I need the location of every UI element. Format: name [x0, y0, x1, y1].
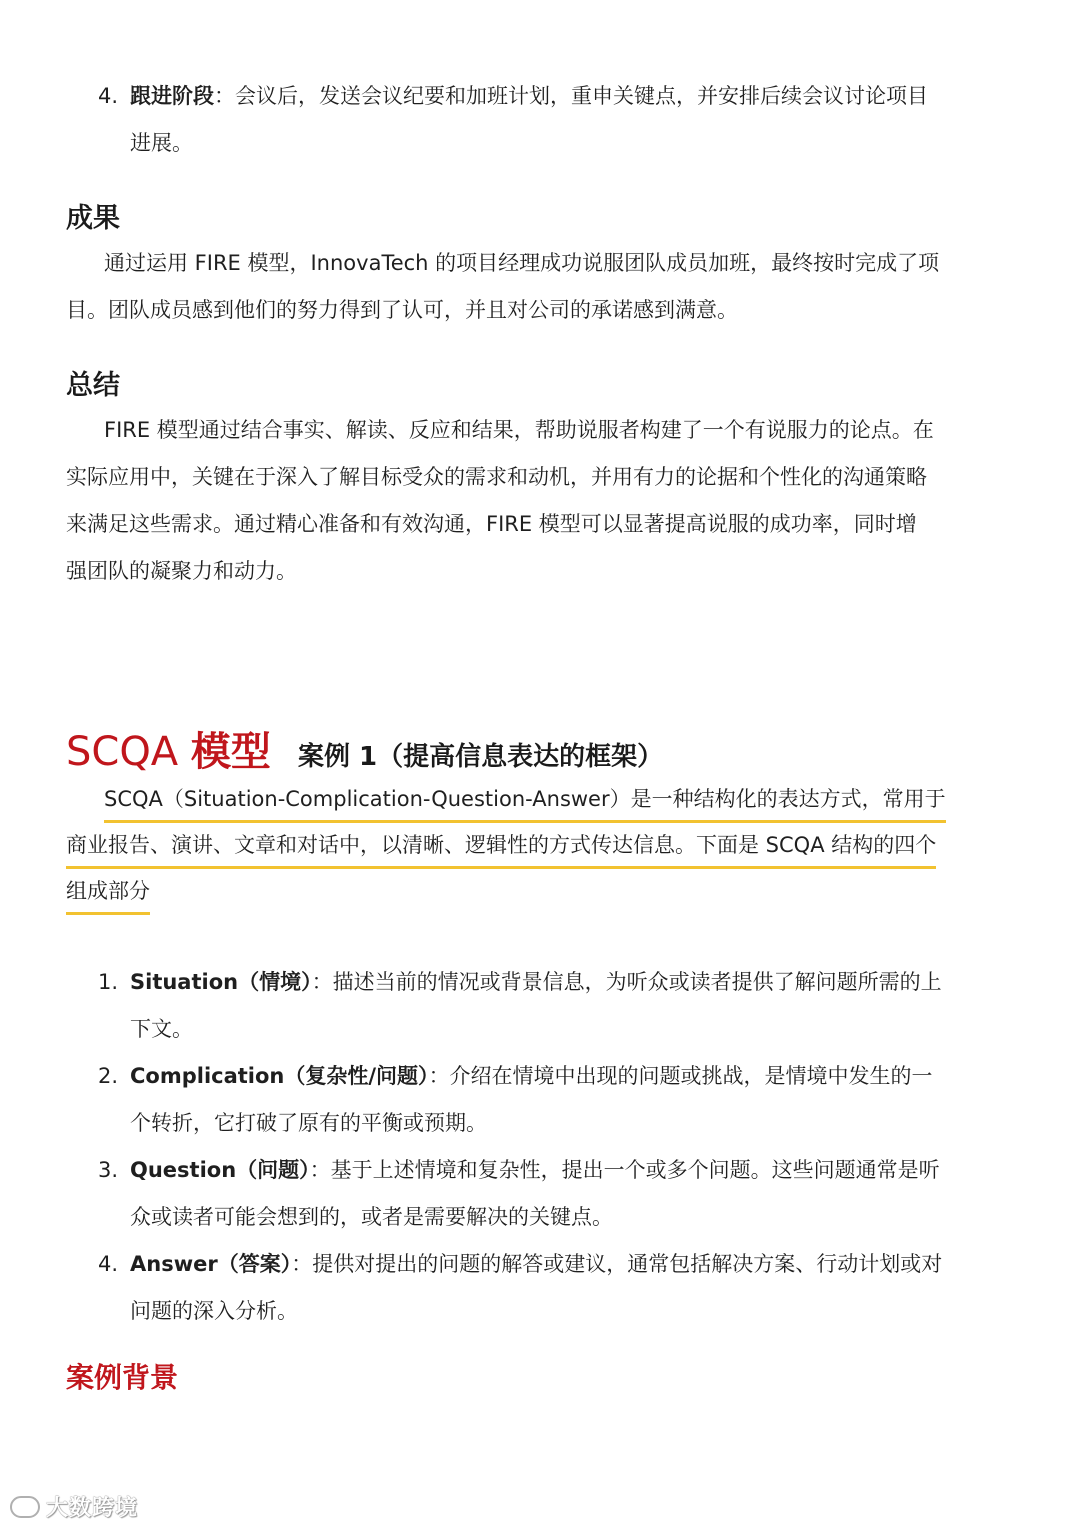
list-item-continuation: 下文。 — [130, 1017, 193, 1041]
scqa-title-cn: 模型 — [190, 729, 271, 775]
scqa-title-row — [66, 720, 663, 777]
list-number: 4. — [98, 84, 119, 108]
list-number: 1. — [98, 970, 119, 994]
scqa-subtitle: 案例 1（提高信息表达的框架） — [297, 742, 664, 772]
scqa-intro-line-1: SCQA（Situation-Complication-Question-Answer）是一种结构化的表达方式，常用于 — [104, 784, 946, 823]
list-item-key: Complication（复杂性/问题） — [130, 1064, 429, 1088]
list-item-key: Question（问题） — [130, 1158, 310, 1182]
list-item — [66, 959, 1016, 1053]
summary-line-2: 实际应用中，关键在于深入了解目标受众的需求和动机，并用有力的论据和个性化的沟通策略 — [66, 465, 927, 489]
watermark-text: 大数跨境 — [46, 1496, 139, 1521]
scqa-intro-line-2: 商业报告、演讲、文章和对话中，以清晰、逻辑性的方式传达信息。下面是 SCQA 结构的四个 — [66, 830, 936, 869]
scqa-intro-line-3: 组成部分 — [66, 876, 150, 915]
results-line-1: 通过运用 FIRE 模型，InnovaTech 的项目经理成功说服团队成员加班，最终按时完成了项 — [104, 251, 940, 275]
list-item — [66, 73, 1016, 167]
list-item-continuation: 众或读者可能会想到的，或者是需要解决的关键点。 — [130, 1205, 613, 1229]
list-item-continuation: 进展。 — [130, 131, 193, 155]
scqa-title-latin: SCQA — [66, 729, 179, 775]
list-item — [66, 1241, 1016, 1335]
summary-line-3: 来满足这些需求。通过精心准备和有效沟通，FIRE 模型可以显著提高说服的成功率，同时增 — [66, 512, 917, 536]
scqa-components-list — [66, 959, 1016, 1335]
list-item-text: ：提供对提出的问题的解答或建议，通常包括解决方案、行动计划或对 — [291, 1252, 943, 1276]
list-item-key: Situation（情境） — [130, 970, 312, 994]
summary-heading: 总结 — [66, 370, 120, 401]
list-number: 4. — [98, 1252, 119, 1276]
list-item-key: Answer（答案） — [130, 1252, 292, 1276]
list-item — [66, 1147, 1016, 1241]
list-item-text: ：基于上述情境和复杂性，提出一个或多个问题。这些问题通常是听 — [309, 1158, 940, 1182]
results-heading: 成果 — [66, 203, 120, 234]
scqa-title — [66, 729, 271, 775]
summary-line-1: FIRE 模型通过结合事实、解读、反应和结果，帮助说服者构建了一个有说服力的论点。在 — [104, 418, 934, 442]
results-line-2: 目。团队成员感到他们的努力得到了认可，并且对公司的承诺感到满意。 — [66, 298, 738, 322]
list-number: 3. — [98, 1158, 119, 1182]
list-item-key: 跟进阶段 — [130, 84, 214, 108]
list-number: 2. — [98, 1064, 119, 1088]
list-item — [66, 1053, 1016, 1147]
list-item-text: ：会议后，发送会议纪要和加班计划，重申关键点，并安排后续会议讨论项目 — [214, 84, 928, 108]
list-item-text: ：介绍在情境中出现的问题或挑战，是情境中发生的一 — [428, 1064, 933, 1088]
watermark — [10, 1491, 138, 1522]
fire-steps-list — [66, 73, 1016, 167]
list-item-text: ：描述当前的情况或背景信息，为听众或读者提供了解问题所需的上 — [311, 970, 942, 994]
list-item-continuation: 问题的深入分析。 — [130, 1299, 298, 1323]
case-background-heading: 案例背景 — [66, 1361, 179, 1394]
summary-line-4: 强团队的凝聚力和动力。 — [66, 559, 297, 583]
brand-logo-icon — [10, 1496, 40, 1518]
list-item-continuation: 个转折，它打破了原有的平衡或预期。 — [130, 1111, 487, 1135]
